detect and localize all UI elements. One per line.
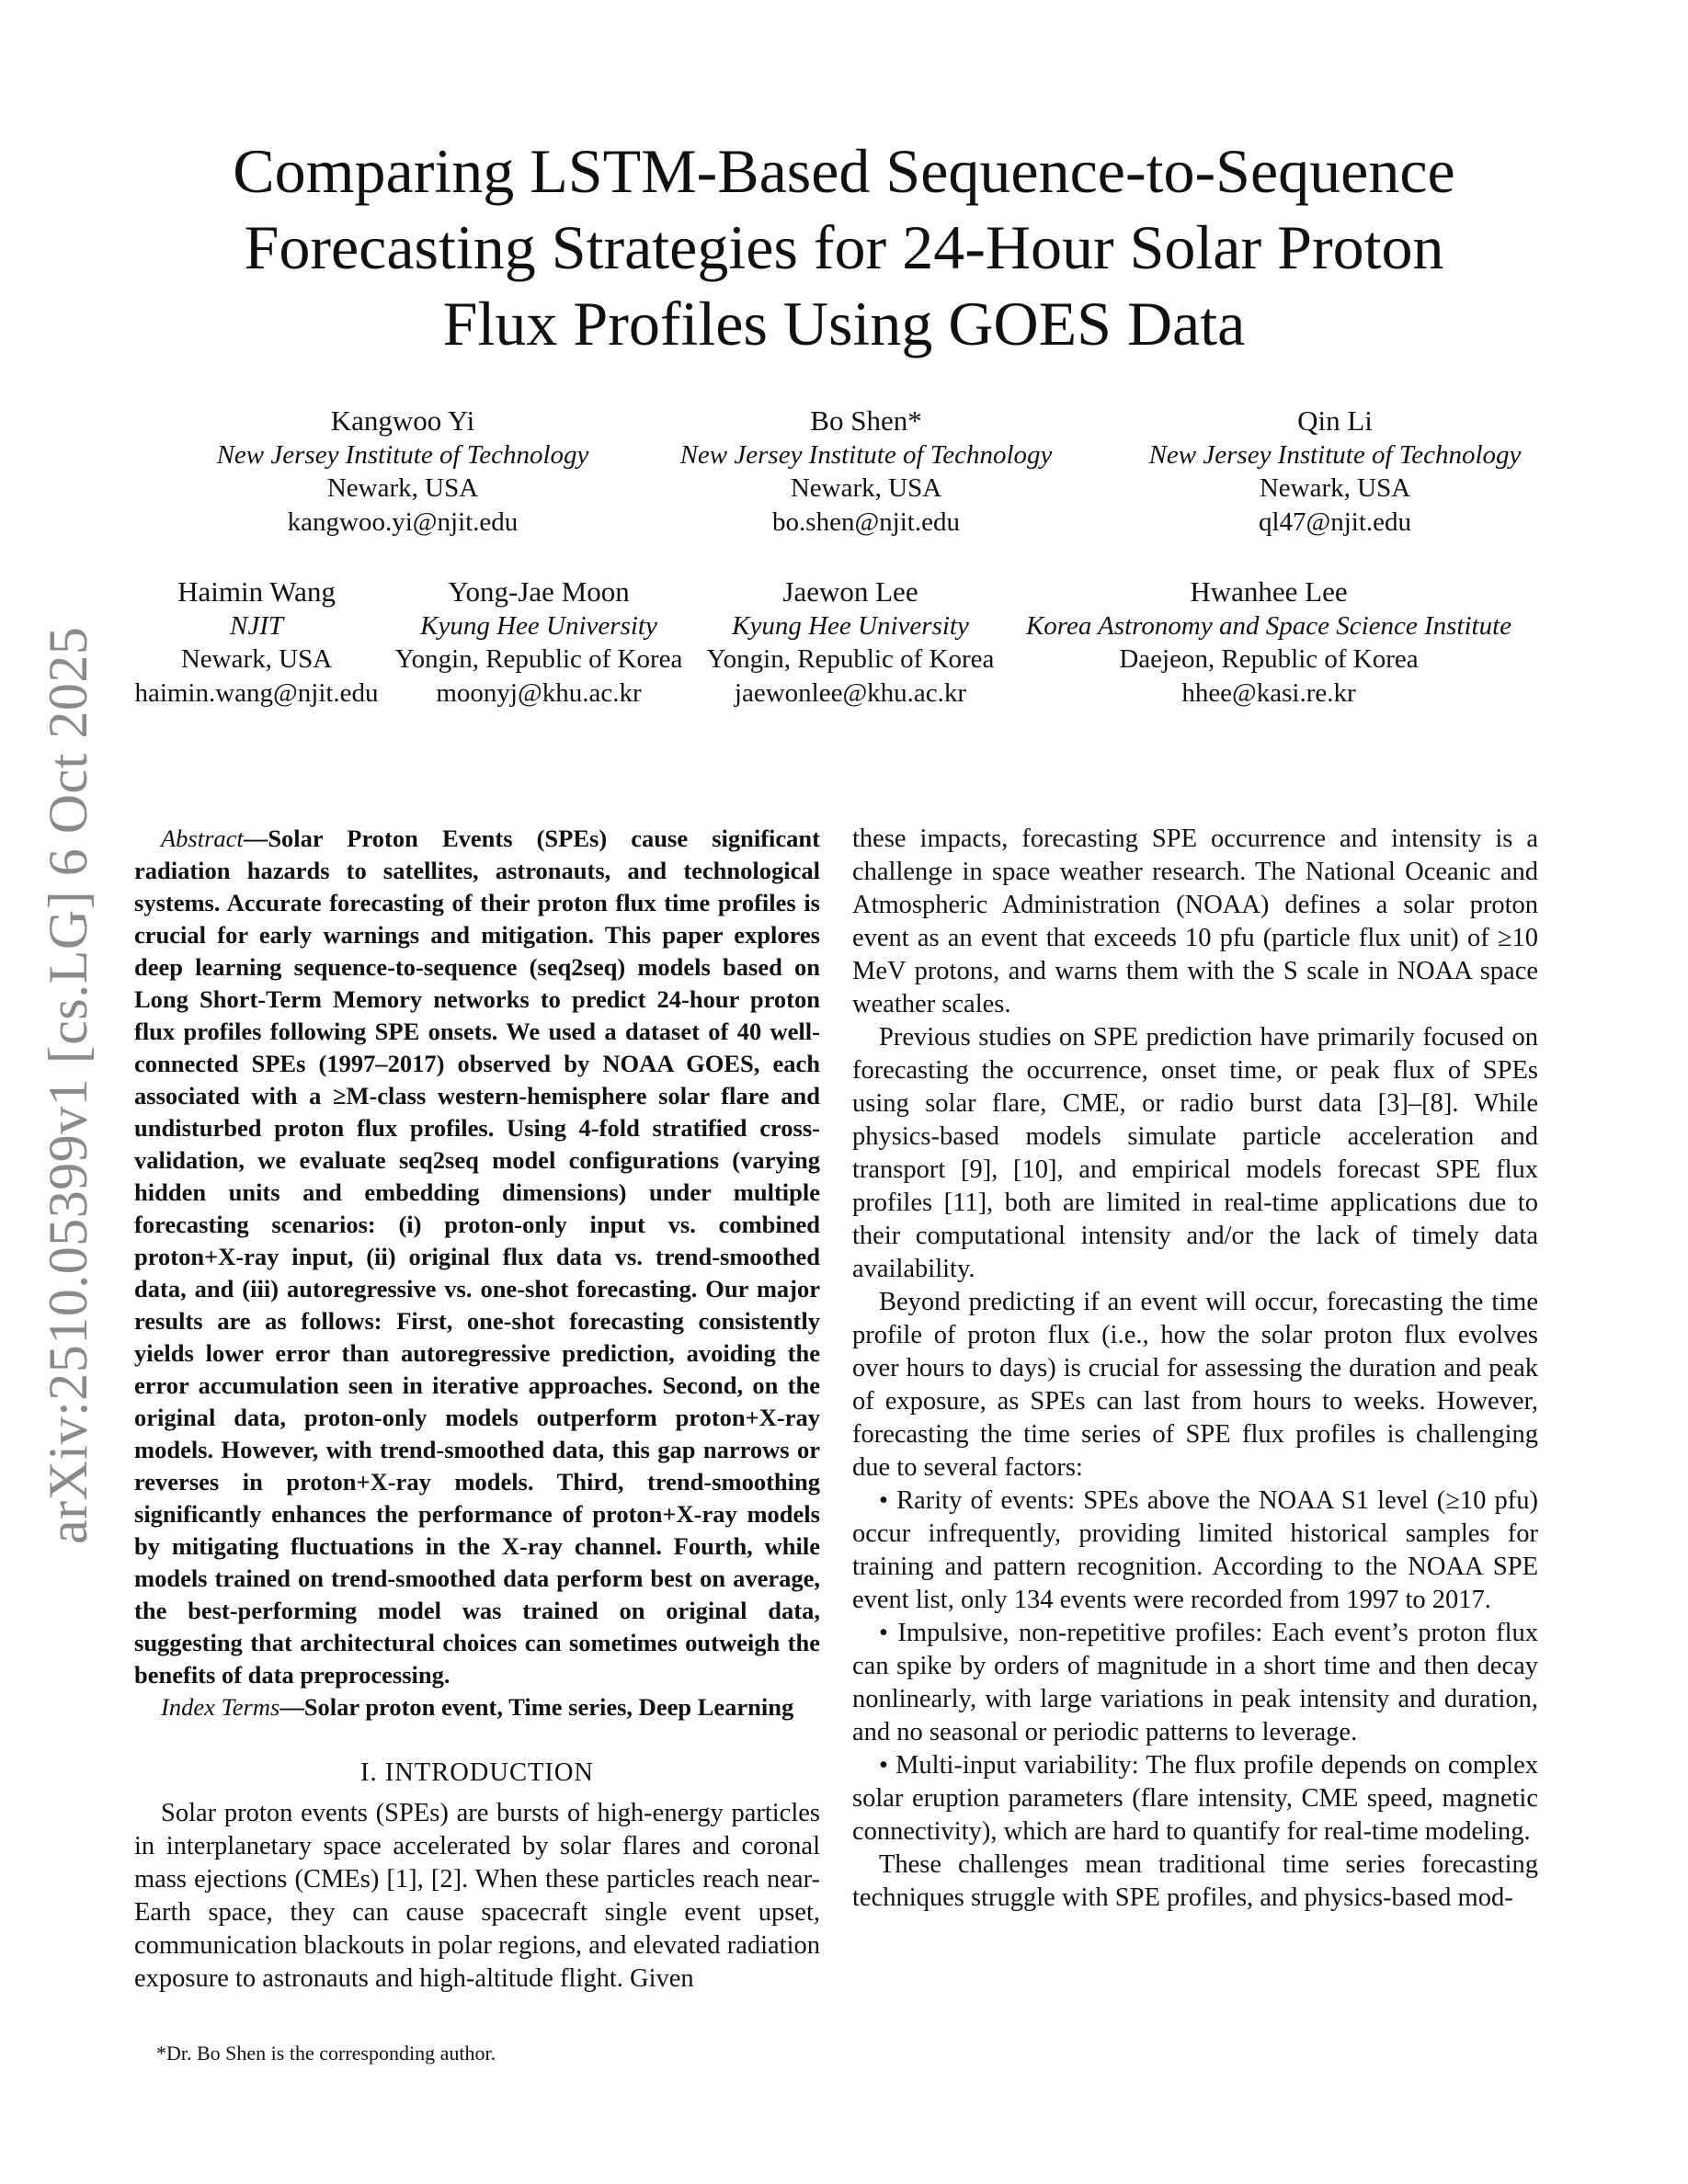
author-email: jaewonlee@khu.ac.kr <box>734 677 967 708</box>
body-paragraph: These challenges mean traditional time series forecasting techniques struggle with SPE profiles, and physics-based mod- <box>852 1850 1538 1912</box>
author-location: Yongin, Republic of Korea <box>706 644 995 674</box>
author-location: Daejeon, Republic of Korea <box>1119 644 1419 674</box>
bullet-item: • Rarity of events: SPEs above the NOAA S1 level (≥10 pfu) occur infrequently, providing limited historical samples for training and pattern recognition. According to the NOAA SPE event list, only 134 events were recorded from 1997 to 2017. <box>852 1486 1538 1614</box>
author-location: Newark, USA <box>790 473 942 503</box>
author-email: bo.shen@njit.edu <box>772 506 960 537</box>
body-paragraph: these impacts, forecasting SPE occurrence and intensity is a challenge in space weather research. The National Oceanic and Atmospheric Administration (NOAA) defines a solar proton event as an event that exceeds 10 pfu (particle flux unit) of ≥10 MeV protons, and warns them with the S scale in NOAA space weather scales. <box>852 825 1538 1018</box>
author-affiliation: New Jersey Institute of Technology <box>216 439 589 470</box>
index-terms-text: —Solar proton event, Time series, Deep Learning <box>279 1693 794 1721</box>
author-block <box>395 575 683 710</box>
bullet-item: • Multi-input variability: The flux profile depends on complex solar eruption parameters (flare intensity, CME speed, magnetic connectivity), which are hard to quantify for real-time modeling. <box>852 1751 1538 1846</box>
author-location: Newark, USA <box>180 644 333 674</box>
author-affiliation: Kyung Hee University <box>732 610 969 641</box>
author-affiliation: Korea Astronomy and Space Science Institute <box>1025 610 1512 641</box>
author-name: Bo Shen* <box>810 404 922 437</box>
author-affiliation: Kyung Hee University <box>420 610 657 641</box>
author-block <box>1026 575 1511 710</box>
bullet-item: • Impulsive, non-repetitive profiles: Each event’s proton flux can spike by orders of magnitude in a short time and then decay nonlinearly, with large variations in peak intensity and duration, and no seasonal or periodic patterns to leverage. <box>852 1619 1538 1746</box>
paper-title <box>0 133 1688 362</box>
right-column <box>852 823 1538 1915</box>
index-terms <box>134 1691 820 1723</box>
left-column <box>134 823 820 2067</box>
author-email: moonyj@khu.ac.kr <box>436 677 642 708</box>
author-location: Newark, USA <box>326 473 479 503</box>
author-block <box>217 404 589 539</box>
abstract-label: Abstract <box>161 825 244 852</box>
section-heading: I. INTRODUCTION <box>359 1758 595 1787</box>
author-name: Kangwoo Yi <box>330 404 475 437</box>
body-paragraph: Beyond predicting if an event will occur, forecasting the time profile of proton flux (i.e., how the solar proton flux evolves over hours to days) is crucial for assessing the duration and peak of exposure, as SPEs can last from hours to weeks. However, forecasting the time series of SPE flux profiles is challenging due to several factors: <box>852 1288 1538 1482</box>
body-paragraph: Previous studies on SPE prediction have primarily focused on forecasting the occurrence, onset time, or peak flux of SPEs using solar flare, CME, or radio burst data [3]–[8]. While physics-based models simulate particle acceleration and transport [9], [10], and empirical models forecast SPE flux profiles [11], both are limited in real-time applications due to their computational intensity and/or the lack of timely data availability. <box>852 1023 1538 1283</box>
author-block <box>707 575 995 710</box>
author-block <box>1149 404 1522 539</box>
author-email: kangwoo.yi@njit.edu <box>287 506 519 537</box>
author-name: Hwanhee Lee <box>1190 575 1348 608</box>
footnote <box>134 2040 820 2067</box>
author-name: Haimin Wang <box>177 575 336 608</box>
author-block <box>680 404 1053 539</box>
abstract-text: —Solar Proton Events (SPEs) cause significant radiation hazards to satellites, astronauts, and technological systems. Accurate forecasting of their proton flux time profiles is crucial for early warnings and mitigation. This paper explores deep learning sequence-to-sequence (seq2seq) models based on Long Short-Term Memory networks to predict 24-hour proton flux profiles following SPE onsets. We used a dataset of 40 well-connected SPEs (1997–2017) observed by NOAA GOES, each associated with a ≥M-class western-hemisphere solar flare and undisturbed proton flux profiles. Using 4-fold stratified cross-validation, we evaluate seq2seq model configurations (varying hidden units and embedding dimensions) under multiple forecasting scenarios: (i) proton-only input vs. combined proton+X-ray input, (ii) original flux data vs. trend-smoothed data, and (iii) autoregressive vs. one-shot forecasting. Our major results are as follows: First, one-shot forecasting consistently yields lower error than autoregressive prediction, avoiding the error accumulation seen in iterative approaches. Second, on the original data, proton-only models outperform proton+X-ray models. However, with trend-smoothed data, this gap narrows or reverses in proton+X-ray models. Third, trend-smoothing significantly enhances the performance of proton+X-ray models by mitigating fluctuations in the X-ray channel. Fourth, while models trained on trend-smoothed data perform best on average, the best-performing model was trained on original data, suggesting that architectural choices can sometimes outweigh the benefits of data preprocessing. <box>134 825 820 1689</box>
title-line: Forecasting Strategies for 24-Hour Solar Proton <box>244 212 1444 282</box>
author-name: Qin Li <box>1297 404 1373 437</box>
author-name: Jaewon Lee <box>782 575 918 608</box>
author-email: haimin.wang@njit.edu <box>134 677 379 708</box>
abstract <box>134 823 820 1691</box>
arxiv-identifier: arXiv:2510.05399v1 [cs.LG] 6 Oct 2025 <box>38 626 98 1544</box>
author-name: Yong-Jae Moon <box>448 575 630 608</box>
author-affiliation: NJIT <box>229 610 283 641</box>
author-email: ql47@njit.edu <box>1258 506 1412 537</box>
title-line: Comparing LSTM-Based Sequence-to-Sequence <box>233 136 1455 206</box>
index-terms-label: Index Terms <box>161 1693 280 1721</box>
author-location: Newark, USA <box>1259 473 1411 503</box>
author-location: Yongin, Republic of Korea <box>394 644 683 674</box>
footnote-text: *Dr. Bo Shen is the corresponding author. <box>156 2042 496 2065</box>
body-paragraph: Solar proton events (SPEs) are bursts of high-energy particles in interplanetary space accelerated by solar flares and coronal mass ejections (CMEs) [1], [2]. When these particles reach near-Earth space, they can cause spacecraft single event upset, communication blackouts in polar regions, and elevated radiation exposure to astronauts and high-altitude flight. Given <box>134 1799 820 1993</box>
author-affiliation: New Jersey Institute of Technology <box>679 439 1053 470</box>
author-email: hhee@kasi.re.kr <box>1181 677 1356 708</box>
author-block <box>134 575 378 710</box>
title-line: Flux Profiles Using GOES Data <box>442 289 1246 358</box>
author-affiliation: New Jersey Institute of Technology <box>1148 439 1522 470</box>
